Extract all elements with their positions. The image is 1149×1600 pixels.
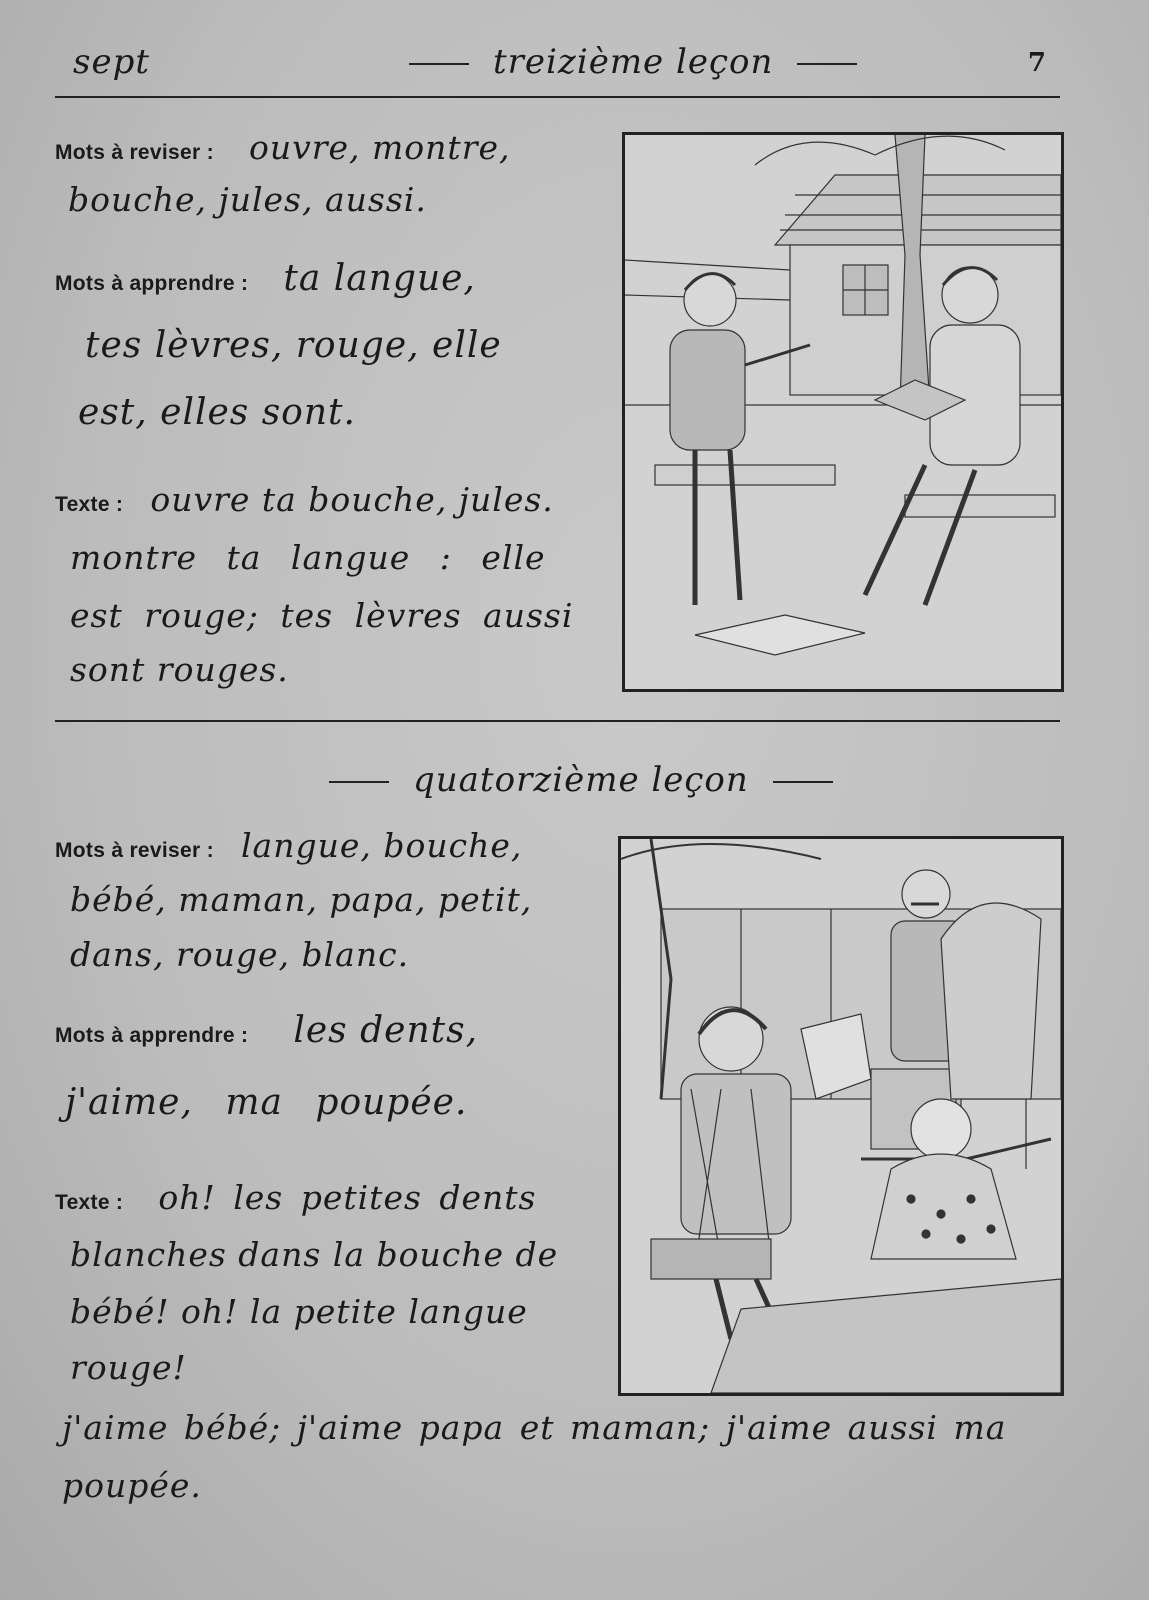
text-row-13 [55, 480, 554, 519]
section-divider [55, 720, 1060, 722]
review-words-14-line2: bébé, maman, papa, petit, [70, 880, 533, 919]
text-13-line2: montre ta langue : elle [70, 538, 546, 577]
review-words-13-line1: ouvre, montre, [248, 128, 511, 167]
title-dash-right [797, 63, 857, 65]
text-13-line1: ouvre ta bouche, jules. [150, 480, 554, 519]
learn-words-14-line2: j'aime, ma poupée. [65, 1082, 468, 1123]
page-word-number: sept [73, 42, 150, 82]
lesson-title-14-text: quatorzième leçon [413, 760, 749, 800]
text-14-line3: bébé! oh! la petite langue [70, 1292, 528, 1331]
review-label-14: Mots à reviser : [55, 839, 214, 862]
engraving-family-scene [621, 839, 1061, 1393]
text-label-14: Texte : [55, 1191, 124, 1214]
learn-label-14: Mots à apprendre : [55, 1024, 249, 1047]
text-label-13: Texte : [55, 493, 124, 516]
title14-dash-left [329, 781, 389, 783]
review-words-13-line2: bouche, jules, aussi. [68, 180, 427, 219]
title14-dash-right [773, 781, 833, 783]
learn-row-13 [55, 258, 476, 299]
page-number: 7 [1027, 48, 1046, 78]
illustration-family [618, 836, 1064, 1396]
learn-words-14-line1: les dents, [293, 1010, 479, 1051]
engraving-boys-scene [625, 135, 1061, 689]
page-header [55, 38, 1060, 98]
text-14-line4: rouge! [70, 1348, 187, 1387]
illustration-two-boys [622, 132, 1064, 692]
text-14-line5: j'aime bébé; j'aime papa et maman; j'aime aussi ma [62, 1408, 1007, 1447]
learn-words-13-line1: ta langue, [283, 258, 476, 299]
learn-words-13-line2: tes lèvres, rouge, elle [85, 325, 502, 366]
lesson-title-13 [385, 42, 881, 82]
text-14-line2: blanches dans la bouche de [70, 1235, 559, 1274]
learn-row-14 [55, 1010, 478, 1051]
text-13-line3: est rouge; tes lèvres aussi [70, 596, 574, 635]
review-words-14-line3: dans, rouge, blanc. [70, 935, 410, 974]
review-row-13 [55, 128, 511, 167]
learn-words-13-line3: est, elles sont. [78, 392, 356, 433]
review-words-14-line1: langue, bouche, [240, 826, 523, 865]
review-label-13: Mots à reviser : [55, 141, 214, 164]
text-14-line1: oh! les petites dents [158, 1178, 537, 1217]
lesson-title-14 [305, 760, 857, 800]
text-row-14 [55, 1178, 537, 1217]
text-13-line4: sont rouges. [70, 650, 289, 689]
title-dash-left [409, 63, 469, 65]
review-row-14 [55, 826, 522, 865]
lesson-title-13-text: treizième leçon [493, 42, 774, 82]
learn-label-13: Mots à apprendre : [55, 272, 249, 295]
text-14-line6: poupée. [62, 1466, 202, 1505]
